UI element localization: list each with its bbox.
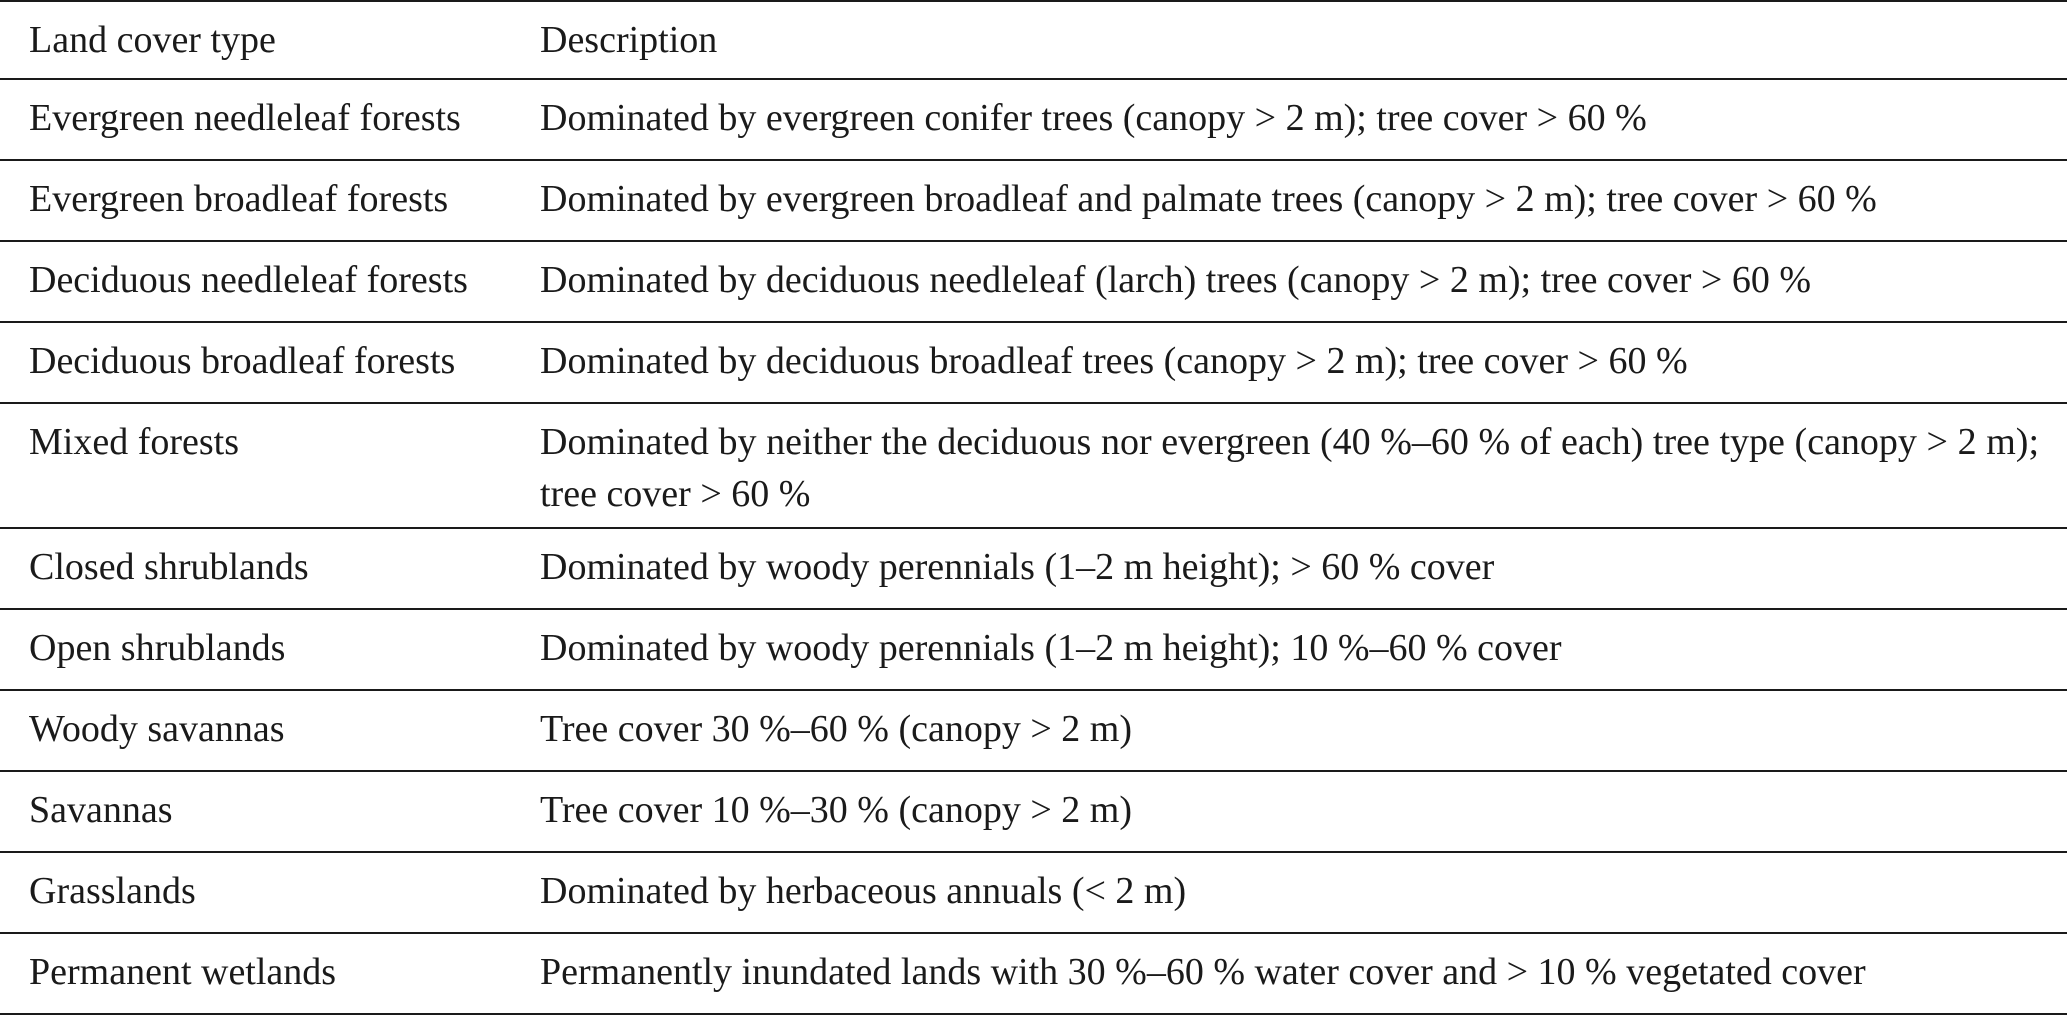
land-cover-type-cell: Savannas [0, 771, 540, 852]
description-cell: Dominated by neither the deciduous nor evergreen (40 %–60 % of each) tree type (canopy > 2 m); tree cover > 60 % [540, 403, 2067, 528]
header-row [0, 1, 2067, 79]
land-cover-type-cell: Woody savannas [0, 690, 540, 771]
land-cover-type-cell: Evergreen broadleaf forests [0, 160, 540, 241]
table-header [0, 1, 2067, 79]
column-header-description: Description [540, 1, 2067, 79]
description-cell: Dominated by herbaceous annuals (< 2 m) [540, 852, 2067, 933]
description-cell: Tree cover 10 %–30 % (canopy > 2 m) [540, 771, 2067, 852]
land-cover-type-cell: Deciduous broadleaf forests [0, 322, 540, 403]
table-row [0, 933, 2067, 1014]
table-row [0, 690, 2067, 771]
description-cell: Dominated by woody perennials (1–2 m height); 10 %–60 % cover [540, 609, 2067, 690]
land-cover-type-cell: Evergreen needleleaf forests [0, 79, 540, 160]
table-row [0, 79, 2067, 160]
description-cell: Tree cover 30 %–60 % (canopy > 2 m) [540, 690, 2067, 771]
description-cell: Dominated by evergreen broadleaf and palmate trees (canopy > 2 m); tree cover > 60 % [540, 160, 2067, 241]
description-cell: Dominated by deciduous broadleaf trees (canopy > 2 m); tree cover > 60 % [540, 322, 2067, 403]
land-cover-type-cell: Mixed forests [0, 403, 540, 528]
table-row [0, 403, 2067, 528]
land-cover-type-cell: Grasslands [0, 852, 540, 933]
table-row [0, 241, 2067, 322]
description-cell: Dominated by evergreen conifer trees (canopy > 2 m); tree cover > 60 % [540, 79, 2067, 160]
land-cover-type-cell: Open shrublands [0, 609, 540, 690]
land-cover-type-cell: Permanent wetlands [0, 933, 540, 1014]
description-cell: Dominated by deciduous needleleaf (larch) trees (canopy > 2 m); tree cover > 60 % [540, 241, 2067, 322]
table-row [0, 528, 2067, 609]
land-cover-type-cell: Deciduous needleleaf forests [0, 241, 540, 322]
description-cell: Permanently inundated lands with 30 %–60 % water cover and > 10 % vegetated cover [540, 933, 2067, 1014]
table-row [0, 160, 2067, 241]
table-body [0, 79, 2067, 1014]
table-row [0, 609, 2067, 690]
description-cell: Dominated by woody perennials (1–2 m height); > 60 % cover [540, 528, 2067, 609]
land-cover-type-cell: Closed shrublands [0, 528, 540, 609]
table-row [0, 322, 2067, 403]
table-row [0, 852, 2067, 933]
table-row [0, 771, 2067, 852]
column-header-land-cover-type: Land cover type [0, 1, 540, 79]
